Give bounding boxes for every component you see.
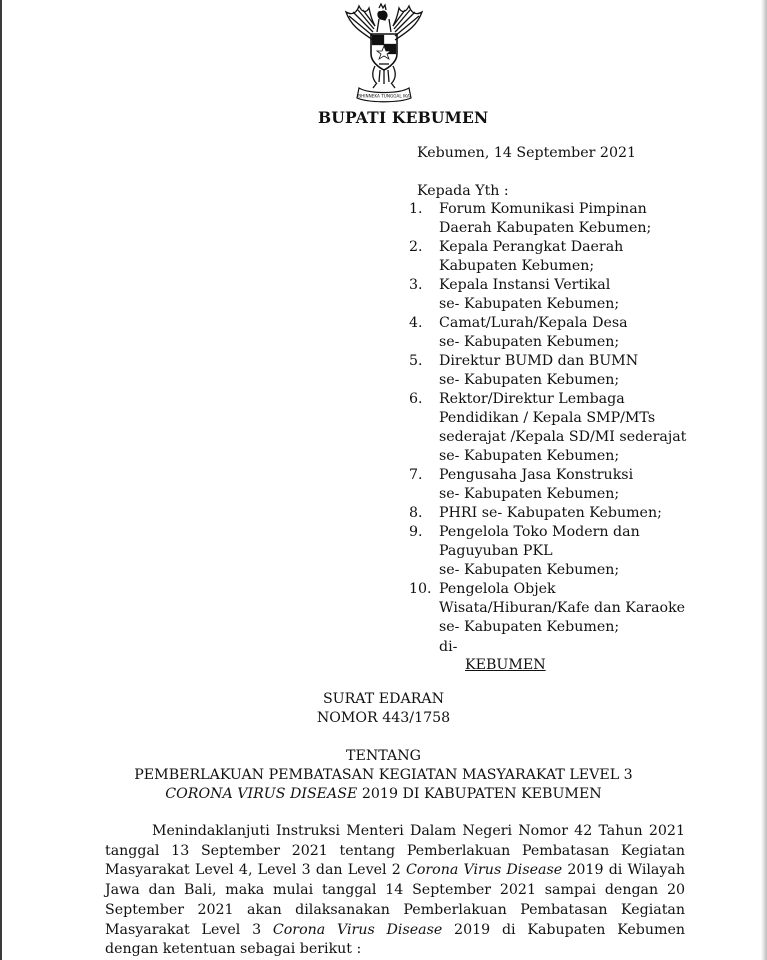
text-run: 2019 di Kabupaten Kebumen [442,921,686,938]
recipient-line: se- Kabupaten Kebumen; [439,334,620,350]
list-number: 3. [409,277,423,293]
recipient-line: Pengelola Toko Modern dan [439,524,640,540]
paragraph-line [105,921,685,941]
recipient-line: PHRI se- Kabupaten Kebumen; [439,505,662,521]
emblem-motto: BHINNEKA TUNGGAL IKA [358,93,410,99]
recipient-line: Direktur BUMD dan BUMN [439,353,639,369]
recipient-list [409,200,709,637]
recipient-line: Wisata/Hiburan/Kafe dan Karaoke [439,600,686,616]
subject-line-1: PEMBERLAKUAN PEMBATASAN KEGIATAN MASYARAKAT LEVEL 3 [134,767,633,783]
body-paragraph [105,822,685,960]
paragraph-line [105,861,685,881]
subject-italic: CORONA VIRUS DISEASE [165,786,358,802]
recipient-line: Daerah Kabupaten Kebumen; [439,220,652,236]
recipient-line: Paguyuban PKL [439,543,553,559]
list-number: 1. [409,201,423,217]
salutation: Kepada Yth : [417,183,509,199]
paragraph-line: September 2021 akan dilaksanakan Pemberlakuan Pembatasan Kegiatan [105,901,685,918]
list-item [409,314,709,352]
list-item [409,352,709,390]
paragraph-line: Jawa dan Bali, maka mulai tanggal 14 September 2021 sampai dengan 20 [105,882,685,899]
list-number: 9. [409,524,423,540]
circular-type: SURAT EDARAN [322,691,445,707]
recipient-line: se- Kabupaten Kebumen; [439,448,620,464]
recipient-line: Forum Komunikasi Pimpinan [439,201,647,217]
list-item [409,200,709,238]
list-number: 2. [409,239,423,255]
paragraph-line: tanggal 13 September 2021 tentang Pemberlakuan Pembatasan Kegiatan [105,842,685,859]
recipient-line: se- Kabupaten Kebumen; [439,619,620,635]
text-run-italic: Corona Virus Disease [272,921,443,938]
list-item [409,276,709,314]
recipient-line: se- Kabupaten Kebumen; [439,562,620,578]
paragraph-line: dengan ketentuan sebagai berikut : [105,941,362,958]
recipient-line: se- Kabupaten Kebumen; [439,486,620,502]
recipient-line: Pengusaha Jasa Konstruksi [439,467,634,483]
recipient-line: Pengelola Objek [439,581,556,597]
circular-number: NOMOR 443/1758 [316,710,451,726]
list-number: 4. [409,315,423,331]
list-item [409,580,709,637]
list-number: 6. [409,391,423,407]
list-item [409,523,709,580]
list-number: 5. [409,353,423,369]
letter-date: Kebumen, 14 September 2021 [417,145,637,161]
recipient-line: Kepala Instansi Vertikal [439,277,611,293]
page-title: BUPATI KEBUMEN [318,108,489,127]
paragraph-line: Menindaklanjuti Instruksi Menteri Dalam Negeri Nomor 42 Tahun 2021 [152,823,685,839]
text-run: Masyarakat Level 3 [105,921,273,938]
list-number: 8. [409,505,423,521]
destination: KEBUMEN [465,657,546,673]
recipient-line: se- Kabupaten Kebumen; [439,296,620,312]
di-label: di- [439,639,458,655]
list-item [409,390,709,466]
list-item [409,466,709,504]
recipient-line: Camat/Lurah/Kepala Desa [439,315,628,331]
text-run: 2019 di Wilayah [562,862,685,879]
page-right-shadow [761,0,767,960]
recipient-line: Rektor/Direktur Lembaga [439,391,625,407]
list-item [409,238,709,276]
recipient-line: se- Kabupaten Kebumen; [439,372,620,388]
list-number: 10. [409,581,432,597]
recipient-line: Kepala Perangkat Daerah [439,239,624,255]
list-item [409,504,709,523]
subject-line-2 [0,785,767,804]
recipient-line: Kabupaten Kebumen; [439,258,595,274]
text-run-italic: Corona Virus Disease [405,862,563,879]
text-run: Masyarakat Level 4, Level 3 dan Level 2 [105,862,406,879]
about-label: TENTANG [346,748,421,764]
list-number: 7. [409,467,423,483]
subject-rest: 2019 DI KABUPATEN KEBUMEN [357,786,602,802]
page-left-edge [0,0,2,960]
garuda-pancasila-emblem-icon [343,2,425,104]
recipient-line: sederajat /Kepala SD/MI sederajat [439,429,687,445]
recipient-line: Pendidikan / Kepala SMP/MTs [439,410,656,426]
